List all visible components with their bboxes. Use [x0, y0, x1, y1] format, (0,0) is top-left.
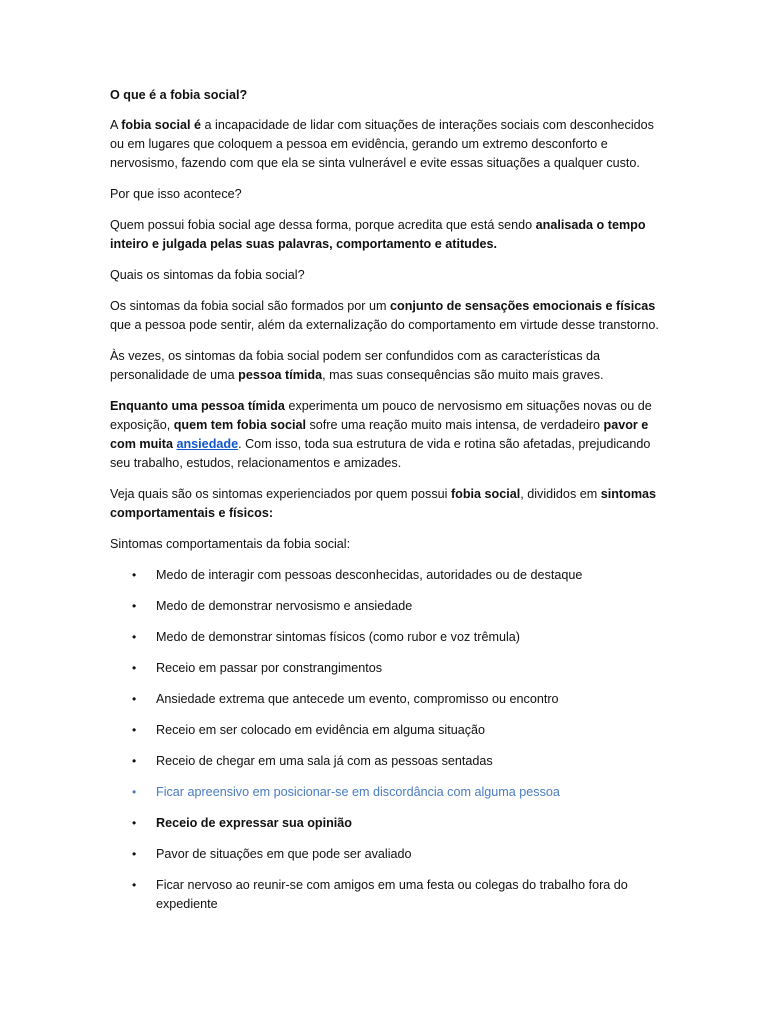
text-span: experimenta um pouco de nervosismo em situações novas ou de exposição,: [110, 399, 652, 432]
text-span: , divididos em: [520, 487, 601, 501]
symptom-list: [110, 566, 670, 914]
bullet-icon: •: [132, 692, 137, 706]
text-span: Os sintomas da fobia social são formados por um: [110, 299, 390, 313]
paragraph-symptoms: [110, 297, 670, 335]
list-item: [110, 628, 670, 647]
paragraph-shyness: [110, 347, 670, 385]
text-span: que a pessoa pode sentir, além da externalização do comportamento em virtude desse transtorno.: [110, 318, 659, 332]
list-item-bold: [110, 814, 670, 833]
list-item-text: Medo de demonstrar sintomas físicos (como rubor e voz trêmula): [156, 630, 520, 644]
text-span: a incapacidade de lidar com situações de interações sociais com desconhecidos ou em lugares que coloquem a pessoa em evidência, gerando um extremo desconforto e nervosismo, fazendo com que ela se sinta vulnerável e evite essas situações a qualquer custo.: [110, 118, 654, 170]
document-body: [110, 86, 670, 926]
bullet-icon: •: [132, 847, 137, 861]
bold-span: Enquanto uma pessoa tímida: [110, 399, 285, 413]
text-span: , mas suas consequências são muito mais graves.: [322, 368, 604, 382]
list-item-text: Ficar nervoso ao reunir-se com amigos em uma festa ou colegas do trabalho fora do expediente: [156, 878, 628, 911]
text-span: Quem possui fobia social age dessa forma, porque acredita que está sendo: [110, 218, 536, 232]
list-item-text: Ansiedade extrema que antecede um evento, compromisso ou encontro: [156, 692, 559, 706]
list-item: [110, 721, 670, 740]
bold-span: quem tem fobia social: [173, 418, 306, 432]
list-item-text: Ficar apreensivo em posicionar-se em discordância com alguma pessoa: [156, 785, 560, 799]
bullet-icon: •: [132, 568, 137, 582]
list-item: [110, 597, 670, 616]
bullet-icon: •: [132, 723, 137, 737]
text-span: Veja quais são os sintomas experienciados por quem possui: [110, 487, 451, 501]
bold-span: pessoa tímida: [238, 368, 323, 382]
list-item: [110, 659, 670, 678]
text-span: sofre uma reação muito mais intensa, de verdadeiro: [305, 418, 604, 432]
list-item-text: Medo de demonstrar nervosismo e ansiedade: [156, 599, 413, 613]
ansiedade-link[interactable]: ansiedade: [176, 437, 239, 451]
list-item-text: Receio de expressar sua opinião: [156, 816, 352, 830]
bullet-icon: •: [132, 661, 137, 675]
bullet-icon: •: [132, 630, 137, 644]
text-span: A: [110, 118, 122, 132]
list-item-highlighted: [110, 783, 670, 802]
paragraph-comparison: [110, 397, 670, 473]
bold-span: sintomas comportamentais e físicos:: [110, 487, 657, 520]
bullet-icon: •: [132, 754, 137, 768]
list-item: [110, 876, 670, 914]
list-item: [110, 566, 670, 585]
bullet-icon: •: [132, 816, 137, 830]
bold-span: fobia social é: [121, 118, 202, 132]
text-span: . Com isso, toda sua estrutura de vida e rotina são afetadas, prejudicando seu trabalho, estudos, relacionamentos e amizades.: [110, 437, 651, 470]
list-item-text: Receio em ser colocado em evidência em alguma situação: [156, 723, 486, 737]
text-span: Às vezes, os sintomas da fobia social podem ser confundidos com as características da personalidade de uma: [110, 349, 600, 382]
bold-span: analisada o tempo inteiro e julgada pelas suas palavras, comportamento e atitudes.: [110, 218, 646, 251]
list-item: [110, 690, 670, 709]
bold-span: conjunto de sensações emocionais e físicas: [390, 299, 656, 313]
list-item-text: Receio em passar por constrangimentos: [156, 661, 383, 675]
bullet-icon: •: [132, 878, 137, 892]
paragraph-definition: [110, 116, 670, 173]
list-item-text: Pavor de situações em que pode ser avaliado: [156, 847, 412, 861]
heading-what-is: O que é a fobia social?: [110, 88, 248, 102]
bullet-icon: •: [132, 599, 137, 613]
bold-span: fobia social: [450, 487, 521, 501]
paragraph-overview: [110, 485, 670, 523]
list-item-text: Medo de interagir com pessoas desconhecidas, autoridades ou de destaque: [156, 568, 583, 582]
bold-span: pavor e com muita: [110, 418, 649, 451]
list-item-text: Receio de chegar em uma sala já com as pessoas sentadas: [156, 754, 493, 768]
bullet-icon: •: [132, 785, 137, 799]
paragraph-why: [110, 216, 670, 254]
list-item: [110, 752, 670, 771]
list-item: [110, 845, 670, 864]
list-heading: Sintomas comportamentais da fobia social:: [110, 537, 351, 551]
question-symptoms: Quais os sintomas da fobia social?: [110, 268, 305, 282]
question-why: Por que isso acontece?: [110, 187, 242, 201]
